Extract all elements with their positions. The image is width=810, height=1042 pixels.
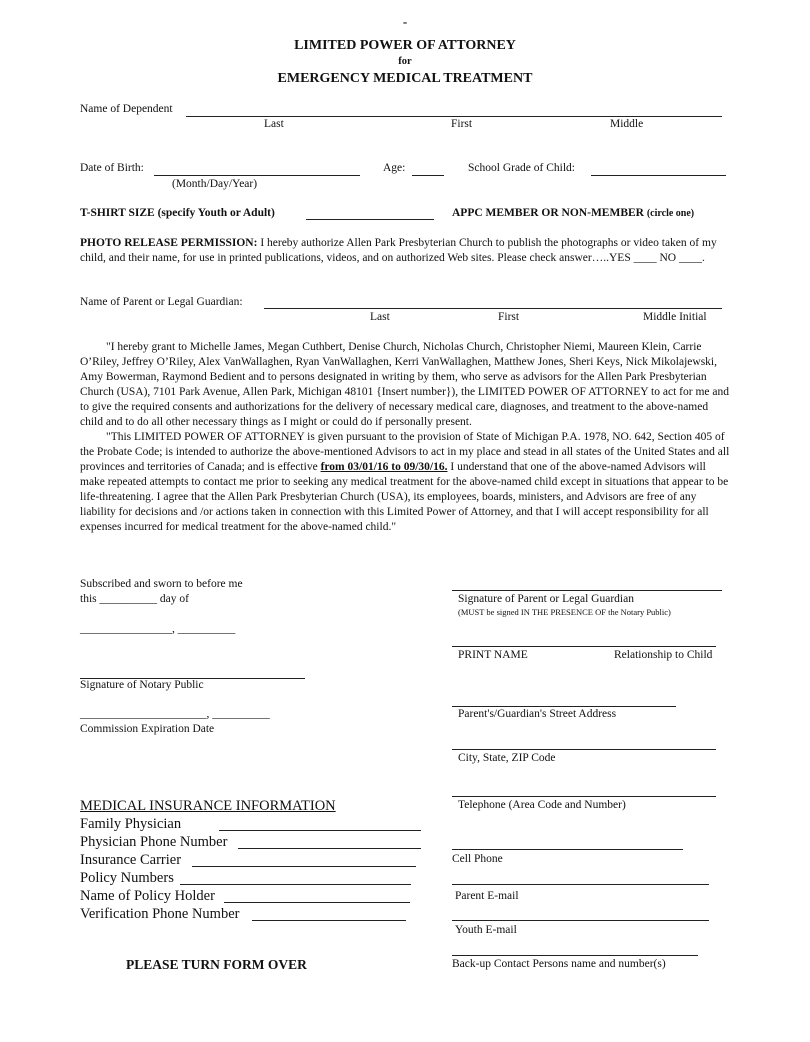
- photo-release-label: PHOTO RELEASE PERMISSION:: [80, 237, 258, 249]
- dependent-label: Name of Dependent: [80, 103, 173, 115]
- statement-para-2: [80, 430, 730, 535]
- family-physician-label: Family Physician: [80, 816, 182, 832]
- member-hint: (circle one): [646, 208, 695, 219]
- dependent-last-label: Last: [264, 118, 284, 130]
- dependent-name-field[interactable]: [186, 116, 722, 117]
- dependent-middle-label: Middle: [610, 118, 644, 130]
- cell-phone-label: Cell Phone: [452, 853, 503, 865]
- form-subtitle: EMERGENCY MEDICAL TREATMENT: [277, 71, 533, 86]
- guardian-middle-label: Middle Initial: [643, 311, 707, 323]
- policy-holder-field[interactable]: [224, 902, 410, 903]
- youth-email-label: Youth E-mail: [455, 924, 517, 936]
- parent-email-label: Parent E-mail: [455, 890, 519, 902]
- grade-field[interactable]: [591, 175, 726, 176]
- tshirt-label: T-SHIRT SIZE (specify Youth or Adult): [80, 207, 275, 219]
- youth-email-field[interactable]: [452, 920, 709, 921]
- parent-signature-label: Signature of Parent or Legal Guardian: [458, 593, 634, 605]
- backup-contact-field[interactable]: [452, 955, 698, 956]
- dob-label: Date of Birth:: [80, 162, 144, 174]
- street-address-label: Parent's/Guardian's Street Address: [458, 708, 617, 720]
- commission-line[interactable]: ______________________, __________: [80, 708, 270, 720]
- age-field[interactable]: [412, 175, 444, 176]
- statement-para-1: "I hereby grant to Michelle James, Megan Cuthbert, Denise Church, Nicholas Church, Christopher Niemi, Maureen Klein, Carrie O’Riley, Jeffrey O’Riley, Alex VanWallaghen, Ryan VanWallaghen, Kerri VanWallaghen, Matthew Jones, Sheri Keys, Nick Mikolajewski, Amy Bowerman, Raymond Bedient and to persons designated in writing by them, who serve as advisors for the Allen Park Presbyterian Church (USA), 7101 Park Avenue, Allen Park, Michigan 48101 {Insert number}), the LIMITED POWER OF ATTORNEY to act for me and to give the required consents and authorizations for the delivery of necessary medical care, diagnoses, and treatment to the above-named child and to do all other necessary things as I might or could do if personally present.: [80, 341, 729, 428]
- policy-holder-label: Name of Policy Holder: [80, 888, 215, 904]
- cell-phone-field[interactable]: [452, 849, 683, 850]
- street-address-field[interactable]: [452, 706, 676, 707]
- form-title-for: for: [398, 56, 412, 67]
- policy-numbers-label: Policy Numbers: [80, 870, 174, 886]
- age-label: Age:: [383, 162, 406, 174]
- guardian-first-label: First: [498, 311, 520, 323]
- relationship-label: Relationship to Child: [614, 649, 713, 661]
- print-name-field[interactable]: [452, 646, 716, 647]
- dob-field[interactable]: [154, 175, 360, 176]
- member-label-group: [452, 207, 694, 219]
- verification-phone-label: Verification Phone Number: [80, 906, 240, 922]
- physician-phone-field[interactable]: [238, 848, 421, 849]
- statement-para-2a: "This LIMITED POWER OF ATTORNEY is given pursuant to the provision of State of Michigan P.A. 1978, NO. 642, Section 405 of the Probate Code; is intended to authorize the above-mentioned Advisors to act in my place and stead in all states of the United States and all provinces and territories of Canada; and is effective: [80, 431, 730, 473]
- turn-over-notice: PLEASE TURN FORM OVER: [126, 957, 307, 972]
- telephone-label: Telephone (Area Code and Number): [458, 799, 626, 811]
- grade-label: School Grade of Child:: [468, 162, 575, 174]
- backup-contact-label: Back-up Contact Persons name and number(s): [452, 958, 666, 970]
- sworn-date-line[interactable]: ________________, __________: [80, 623, 236, 635]
- parent-email-field[interactable]: [452, 884, 709, 885]
- statement-para-2b: I understand that one of the above-named Advisors will make repeated attempts to contact me prior to seeking any medical treatment for the above-named child except in situations that appear to be life-threatening. I agree that the Allen Park Presbyterian Church (USA), its employees, boards, ministers, and Advisors are free of any liability for decisions and /or actions taken in connection with this Limited Power of Attorney, and that I will accept responsibility for all expenses incurred for medical treatment for the above-named child.": [80, 461, 729, 533]
- notary-signature-label: Signature of Notary Public: [80, 679, 204, 691]
- photo-release-text: I hereby authorize Allen Park Presbyterian Church to publish the photographs or video taken of my child, and their name, for use in printed publications, videos, and on authorized Web sites. Please check answer…..YES ____ NO ____.: [80, 237, 717, 264]
- member-label: APPC MEMBER OR NON-MEMBER: [452, 207, 644, 219]
- form-title: LIMITED POWER OF ATTORNEY: [294, 38, 516, 53]
- insurance-carrier-label: Insurance Carrier: [80, 852, 182, 868]
- dependent-first-label: First: [451, 118, 473, 130]
- guardian-last-label: Last: [370, 311, 390, 323]
- physician-phone-label: Physician Phone Number: [80, 834, 228, 850]
- effective-dates: from 03/01/16 to 09/30/16.: [320, 461, 448, 473]
- insurance-heading: MEDICAL INSURANCE INFORMATION: [80, 798, 336, 814]
- print-name-label: PRINT NAME: [458, 649, 528, 661]
- photo-release: [80, 236, 730, 266]
- guardian-label: Name of Parent or Legal Guardian:: [80, 296, 243, 308]
- verification-phone-field[interactable]: [252, 920, 406, 921]
- sworn-day-label: this __________ day of: [80, 593, 189, 605]
- guardian-name-field[interactable]: [264, 308, 722, 309]
- statement: [80, 340, 730, 535]
- city-state-zip-field[interactable]: [452, 749, 716, 750]
- parent-signature-field[interactable]: [452, 590, 722, 591]
- city-state-zip-label: City, State, ZIP Code: [458, 752, 556, 764]
- telephone-field[interactable]: [452, 796, 716, 797]
- policy-numbers-field[interactable]: [180, 884, 411, 885]
- family-physician-field[interactable]: [219, 830, 421, 831]
- dob-hint: (Month/Day/Year): [172, 178, 258, 190]
- commission-label: Commission Expiration Date: [80, 723, 215, 735]
- insurance-carrier-field[interactable]: [192, 866, 416, 867]
- sworn-label: Subscribed and sworn to before me: [80, 578, 243, 590]
- header-mark: -: [402, 14, 408, 29]
- parent-signature-note: (MUST be signed IN THE PRESENCE OF the Notary Public): [458, 607, 671, 617]
- tshirt-field[interactable]: [306, 219, 434, 220]
